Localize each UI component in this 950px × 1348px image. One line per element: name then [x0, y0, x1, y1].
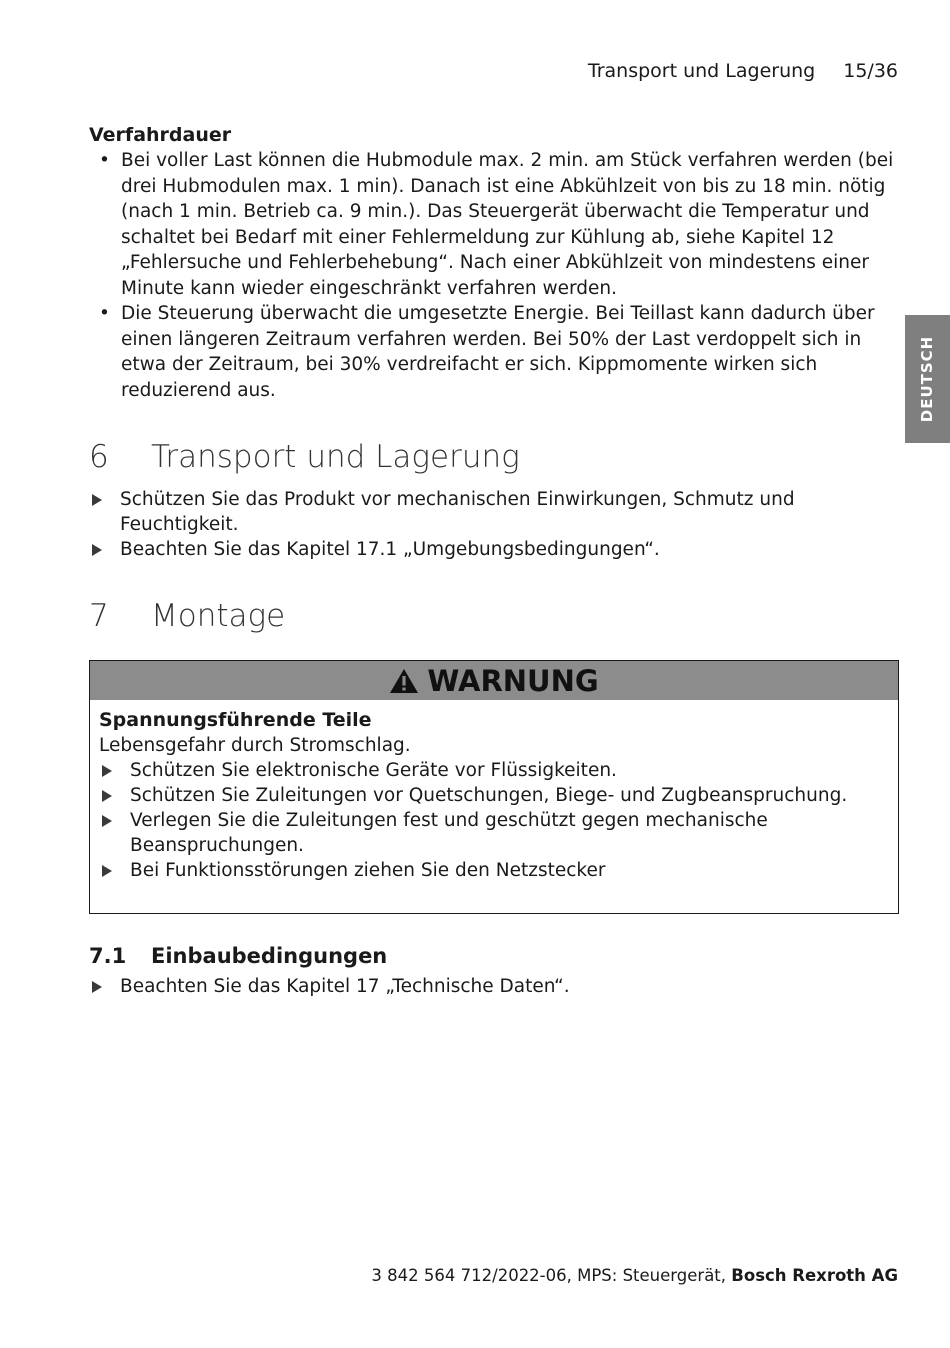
- section-7-1-list: [89, 974, 901, 999]
- warning-text: Lebensgefahr durch Stromschlag.: [99, 735, 411, 756]
- arrow-right-icon: [102, 765, 112, 777]
- arrow-right-icon: [102, 790, 112, 802]
- section-title: Einbaubedingungen: [151, 944, 388, 968]
- chapter-6-list: [89, 487, 901, 562]
- header-title: Transport und Lagerung: [587, 60, 816, 82]
- list-item: Verlegen Sie die Zuleitungen fest und geschützt gegen mechanische Beanspruchungen.: [99, 808, 890, 858]
- warning-header: [90, 661, 898, 700]
- warning-title: Spannungsführende Teile: [99, 709, 372, 731]
- warning-label: WARNUNG: [427, 663, 599, 698]
- list-item: • Die Steuerung überwacht die umgesetzte Energie. Bei Teillast kann dadurch über einen längeren Zeitraum verfahren werden. Bei 50% der Last verdoppelt sich in etwa der Zeitraum, bei 30% verdreifacht er sich. Kippmomente wirken sich reduzierend aus.: [89, 301, 901, 403]
- chapter-number: 7: [89, 598, 109, 634]
- warning-body: [90, 700, 898, 913]
- arrow-right-icon: [92, 494, 102, 506]
- verfahrdauer-list: [89, 148, 901, 403]
- chapter-number: 6: [89, 439, 109, 475]
- page-number: 15/36: [843, 60, 898, 82]
- arrow-right-icon: [92, 544, 102, 556]
- list-item: Beachten Sie das Kapitel 17.1 „Umgebungsbedingungen“.: [89, 537, 901, 562]
- list-item: Schützen Sie elektronische Geräte vor Flüssigkeiten.: [99, 758, 890, 783]
- arrow-right-icon: [102, 815, 112, 827]
- chapter-title: Transport und Lagerung: [151, 439, 520, 475]
- page-footer: [371, 1266, 898, 1285]
- chapter-7-heading: [89, 598, 901, 634]
- section-7-1-heading: [89, 944, 901, 968]
- footer-doc: 3 842 564 712/2022-06, MPS: Steuergerät,: [371, 1266, 727, 1285]
- arrow-right-icon: [92, 981, 102, 993]
- warning-list: [99, 758, 890, 883]
- language-tab-label: DEUTSCH: [918, 335, 937, 423]
- section-number: 7.1: [89, 944, 127, 968]
- language-tab: [905, 315, 950, 443]
- list-item: Schützen Sie Zuleitungen vor Quetschungen, Biege- und Zugbeanspruchung.: [99, 783, 890, 808]
- chapter-title: Montage: [151, 598, 286, 634]
- chapter-6-heading: [89, 439, 901, 475]
- list-item: Beachten Sie das Kapitel 17 „Technische Daten“.: [89, 974, 901, 999]
- page-content: [89, 124, 901, 999]
- footer-company: Bosch Rexroth AG: [731, 1266, 898, 1285]
- list-item: Schützen Sie das Produkt vor mechanischen Einwirkungen, Schmutz und Feuchtigkeit.: [89, 487, 901, 537]
- page-header: [588, 60, 898, 82]
- warning-triangle-icon: [389, 668, 419, 694]
- list-item: Bei Funktionsstörungen ziehen Sie den Netzstecker: [99, 858, 890, 883]
- list-item: • Bei voller Last können die Hubmodule max. 2 min. am Stück verfahren werden (bei drei Hubmodulen max. 1 min). Danach ist eine Abkühlzeit von bis zu 18 min. nötig (nach 1 min. Betrieb ca. 9 min.). Das Steuergerät überwacht die Temperatur und schaltet bei Bedarf mit einer Fehlermeldung zur Kühlung ab, siehe Kapitel 12 „Fehlersuche und Fehlerbehebung“. Nach einer Abkühlzeit von mindestens einer Minute kann wieder eingeschränkt verfahren werden.: [89, 148, 901, 301]
- warning-box: [89, 660, 899, 914]
- verfahrdauer-heading: Verfahrdauer: [89, 124, 232, 146]
- arrow-right-icon: [102, 865, 112, 877]
